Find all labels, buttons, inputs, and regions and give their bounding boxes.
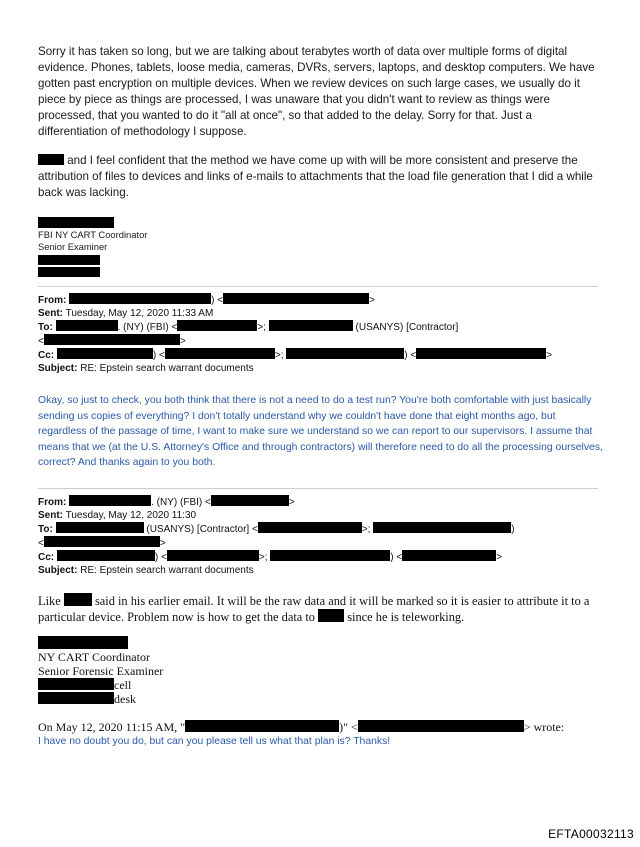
redaction bbox=[64, 593, 92, 606]
from-line: From: . (NY) (FBI) < > bbox=[38, 497, 295, 508]
email-body-1: Okay, so just to check, you both think that there is not a need to do a test run? You're both comfortable with just basically sending us copies of everything? I don't totally understand why we couldn't have done that eight months ago, but regardless of the passage of time, I want to make sure we understand so we can report to our supervisors. I assume that means that we (at the U.S. Attorney's Office and through contractors) will therefore need to do all the processing ourselves, correct? And thanks again to you both. bbox=[38, 395, 603, 468]
message-paragraph-2: and I feel confident that the method we have come up with will be more consistent and preserve the attribution of files to devices and links of e-mails to attachments that the load file generation that I did a while back was lacking. bbox=[38, 154, 593, 199]
redaction bbox=[165, 348, 275, 359]
redaction bbox=[373, 522, 511, 533]
redaction bbox=[69, 495, 151, 506]
redaction bbox=[56, 320, 118, 331]
redaction bbox=[358, 720, 524, 732]
document-id: EFTA00032113 bbox=[548, 827, 634, 841]
divider bbox=[38, 488, 598, 489]
subject-line: Subject: RE: Epstein search warrant documents bbox=[38, 363, 254, 374]
to-line-2: < > bbox=[38, 538, 166, 549]
redaction bbox=[318, 609, 344, 622]
redaction bbox=[38, 255, 100, 265]
redaction bbox=[57, 348, 153, 359]
redaction bbox=[38, 678, 114, 690]
redaction bbox=[38, 154, 64, 165]
email-header-1 bbox=[38, 293, 552, 375]
from-line: From: ) < > bbox=[38, 295, 375, 306]
to-line: To: (USANYS) [Contractor] < >; ) bbox=[38, 524, 515, 535]
sent-line: Sent: Tuesday, May 12, 2020 11:30 bbox=[38, 510, 197, 521]
sent-line: Sent: Tuesday, May 12, 2020 11:33 AM bbox=[38, 308, 214, 319]
redaction bbox=[167, 550, 259, 561]
signature-block-1: FBI NY CART Coordinator Senior Examiner bbox=[38, 229, 148, 252]
redaction bbox=[38, 267, 100, 277]
cc-line: Cc: ) < >; ) < > bbox=[38, 552, 503, 563]
redaction bbox=[44, 536, 160, 547]
redaction bbox=[258, 522, 362, 533]
signature-block-2: NY CART Coordinator Senior Forensic Examiner cell desk bbox=[38, 650, 164, 706]
quoted-text: I have no doubt you do, but can you please tell us what that plan is? Thanks! bbox=[38, 736, 391, 747]
cc-line: Cc: ) < >; ) < > bbox=[38, 350, 553, 361]
redaction bbox=[38, 692, 114, 704]
redaction bbox=[44, 334, 180, 345]
quote-attribution: On May 12, 2020 11:15 AM, " )" < > wrote: bbox=[38, 720, 565, 734]
to-line-2: < > bbox=[38, 336, 186, 347]
to-line: To: . (NY) (FBI) < >; (USANYS) [Contractor] bbox=[38, 322, 459, 333]
redaction bbox=[416, 348, 546, 359]
message-paragraph-1: Sorry it has taken so long, but we are talking about terabytes worth of data over multiple forms of digital evidence. Phones, tablets, loose media, cameras, DVRs, servers, laptops, and desktop computers. We have gotten past encryption on multiple devices. When we review devices on such large cases, we usually do it piece by piece as things are processed, I was unaware that you didn't want to review as things were processed, that you wanted to do it "all at once", so that added to the delay. Sorry for that. Just a differentiation of methodology I suppose. bbox=[38, 45, 595, 138]
redaction bbox=[211, 495, 289, 506]
redaction bbox=[223, 293, 369, 304]
redaction bbox=[269, 320, 353, 331]
redaction bbox=[177, 320, 257, 331]
redaction bbox=[286, 348, 404, 359]
email-header-2 bbox=[38, 495, 515, 577]
redaction bbox=[38, 636, 128, 649]
redaction bbox=[270, 550, 390, 561]
redaction bbox=[38, 217, 114, 228]
divider bbox=[38, 286, 598, 287]
reply-paragraph: Like said in his earlier email. It will be the raw data and it will be marked so it is easier to attribute it to a particular device. Problem now is how to get the data to since he is teleworking. bbox=[38, 594, 590, 624]
subject-line: Subject: RE: Epstein search warrant documents bbox=[38, 565, 254, 576]
redaction bbox=[69, 293, 211, 304]
redaction bbox=[56, 522, 144, 533]
redaction bbox=[185, 720, 339, 732]
redaction bbox=[57, 550, 155, 561]
redaction bbox=[402, 550, 496, 561]
